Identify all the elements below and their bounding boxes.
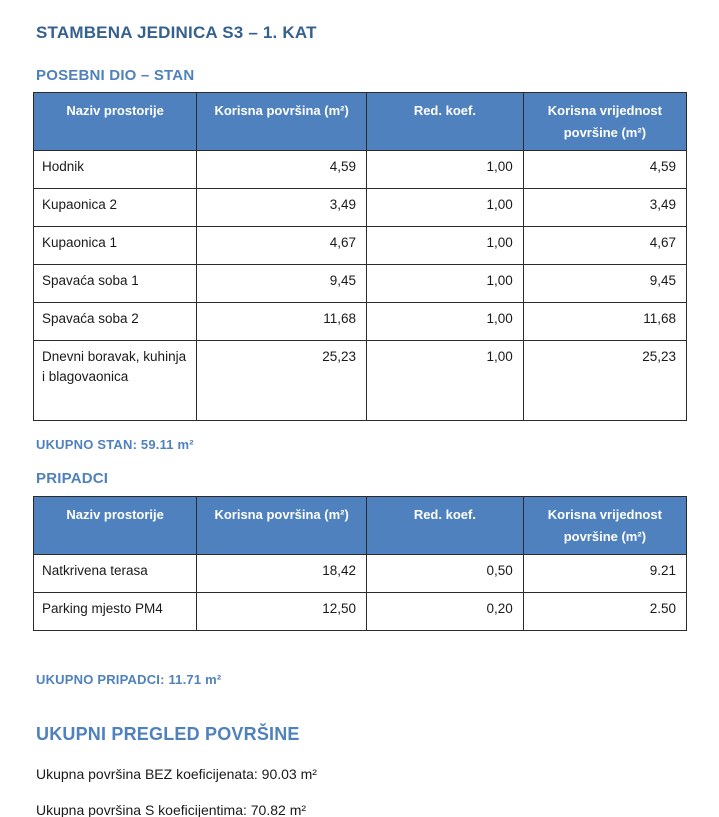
cell-naziv: Parking mjesto PM4 xyxy=(34,592,197,630)
cell-red-koef: 1,00 xyxy=(367,303,524,341)
table-row-spavaca-soba-2 xyxy=(34,303,687,341)
table-row-kupaonica-2 xyxy=(34,189,687,227)
table-row-spavaca-soba-1 xyxy=(34,265,687,303)
column-header-red-koef: Red. koef. xyxy=(367,93,524,151)
cell-korisna-povrsina: 11,68 xyxy=(197,303,367,341)
cell-korisna-povrsina: 4,59 xyxy=(197,151,367,189)
cell-korisna-vrijednost: 25,23 xyxy=(523,341,686,421)
cell-korisna-vrijednost: 4,59 xyxy=(523,151,686,189)
summary-line-s-koeficijentima: Ukupna površina S koeficijentima: 70.82 m² xyxy=(36,801,307,817)
cell-korisna-vrijednost: 9.21 xyxy=(523,554,686,592)
column-header-naziv-prostorije: Naziv prostorije xyxy=(34,93,197,151)
stan-table xyxy=(33,92,687,421)
pripadci-table xyxy=(33,496,687,631)
pripadci-table-header-row xyxy=(34,496,687,554)
cell-korisna-vrijednost: 9,45 xyxy=(523,265,686,303)
cell-naziv: Kupaonica 1 xyxy=(34,227,197,265)
cell-naziv: Dnevni boravak, kuhinja i blagovaonica xyxy=(34,341,197,421)
column-header-red-koef: Red. koef. xyxy=(367,496,524,554)
cell-korisna-vrijednost: 11,68 xyxy=(523,303,686,341)
section-heading-pripadci: PRIPADCI xyxy=(36,470,109,488)
document-title: STAMBENA JEDINICA S3 – 1. KAT xyxy=(36,23,317,42)
cell-naziv: Natkrivena terasa xyxy=(34,554,197,592)
cell-red-koef: 1,00 xyxy=(367,265,524,303)
cell-korisna-povrsina: 12,50 xyxy=(197,592,367,630)
cell-red-koef: 0,50 xyxy=(367,554,524,592)
table-row-kupaonica-1 xyxy=(34,227,687,265)
cell-red-koef: 1,00 xyxy=(367,227,524,265)
cell-naziv: Spavaća soba 1 xyxy=(34,265,197,303)
stan-table-header-row xyxy=(34,93,687,151)
cell-korisna-povrsina: 9,45 xyxy=(197,265,367,303)
column-header-korisna-vrijednost: Korisna vrijednost površine (m²) xyxy=(523,93,686,151)
table-row-natkrivena-terasa xyxy=(34,554,687,592)
cell-korisna-povrsina: 3,49 xyxy=(197,189,367,227)
cell-naziv: Kupaonica 2 xyxy=(34,189,197,227)
cell-korisna-vrijednost: 2.50 xyxy=(523,592,686,630)
summary-line-bez-koeficijenata: Ukupna površina BEZ koeficijenata: 90.03 m² xyxy=(36,766,317,783)
table-row-parking-mjesto xyxy=(34,592,687,630)
column-header-korisna-vrijednost: Korisna vrijednost površine (m²) xyxy=(523,496,686,554)
cell-red-koef: 0,20 xyxy=(367,592,524,630)
section-heading-posebni-dio: POSEBNI DIO – STAN xyxy=(36,66,195,84)
cell-korisna-vrijednost: 4,67 xyxy=(523,227,686,265)
cell-red-koef: 1,00 xyxy=(367,151,524,189)
cell-red-koef: 1,00 xyxy=(367,341,524,421)
cell-naziv: Spavaća soba 2 xyxy=(34,303,197,341)
table-row-hodnik xyxy=(34,151,687,189)
column-header-korisna-povrsina: Korisna površina (m²) xyxy=(197,496,367,554)
table-row-dnevni-boravak xyxy=(34,341,687,421)
column-header-korisna-povrsina: Korisna površina (m²) xyxy=(197,93,367,151)
total-stan: UKUPNO STAN: 59.11 m² xyxy=(36,437,194,453)
cell-korisna-povrsina: 25,23 xyxy=(197,341,367,421)
cell-red-koef: 1,00 xyxy=(367,189,524,227)
section-heading-ukupni-pregled: UKUPNI PREGLED POVRŠINE xyxy=(36,724,300,745)
cell-naziv: Hodnik xyxy=(34,151,197,189)
total-pripadci: UKUPNO PRIPADCI: 11.71 m² xyxy=(36,671,222,687)
cell-korisna-vrijednost: 3,49 xyxy=(523,189,686,227)
cell-korisna-povrsina: 4,67 xyxy=(197,227,367,265)
column-header-naziv-prostorije: Naziv prostorije xyxy=(34,496,197,554)
cell-korisna-povrsina: 18,42 xyxy=(197,554,367,592)
